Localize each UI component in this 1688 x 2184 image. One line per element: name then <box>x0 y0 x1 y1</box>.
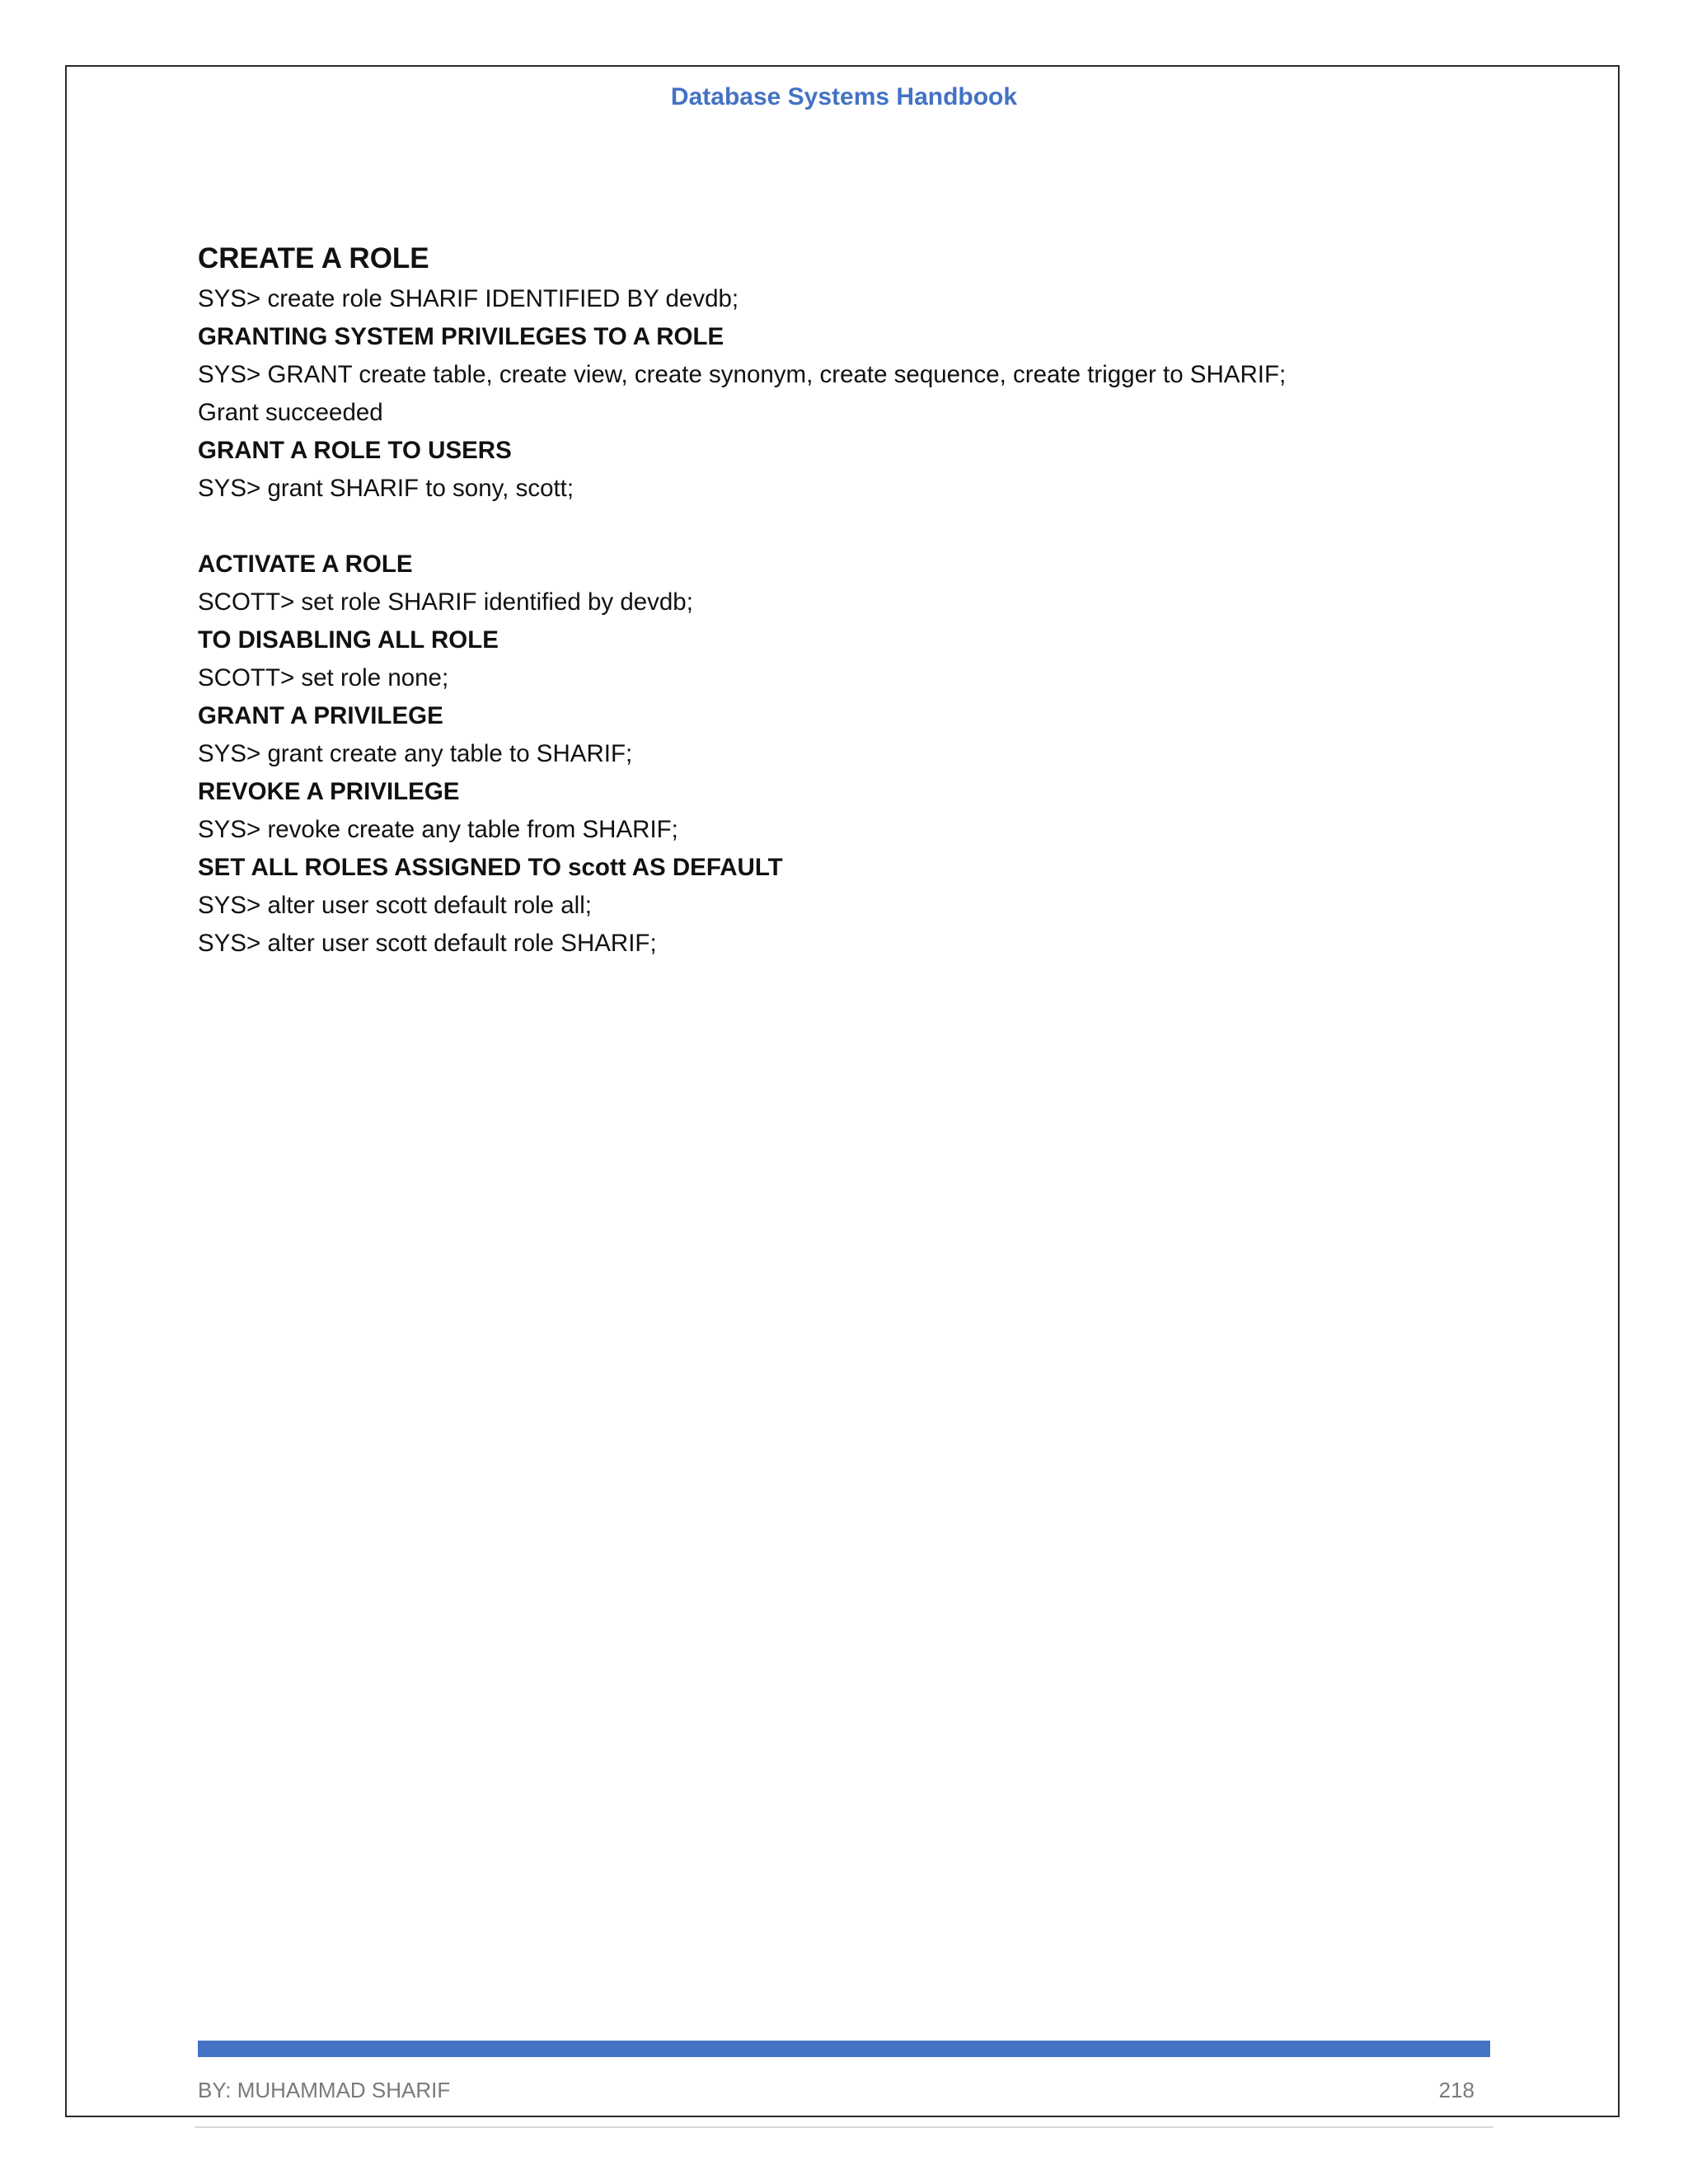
footer-author: BY: MUHAMMAD SHARIF <box>198 2078 451 2102</box>
command-line: SYS> create role SHARIF IDENTIFIED BY devdb; <box>198 285 739 312</box>
section-title: CREATE A ROLE <box>198 242 429 274</box>
footer-accent-bar <box>198 2041 1490 2057</box>
command-line: SYS> grant create any table to SHARIF; <box>198 740 633 767</box>
subheading: GRANT A ROLE TO USERS <box>198 437 512 464</box>
bottom-divider <box>195 2126 1493 2128</box>
page-number: 218 <box>1438 2078 1475 2102</box>
blank-line <box>198 508 1517 546</box>
subheading: SET ALL ROLES ASSIGNED TO scott AS DEFAULT <box>198 854 783 881</box>
page-header-title: Database Systems Handbook <box>670 83 1018 110</box>
command-line: SYS> grant SHARIF to sony, scott; <box>198 475 574 502</box>
command-line: SYS> GRANT create table, create view, create synonym, create sequence, create trigger to SHARIF; <box>198 361 1287 388</box>
command-line: SYS> alter user scott default role SHARIF; <box>198 930 657 957</box>
subheading: ACTIVATE A ROLE <box>198 551 413 578</box>
subheading: GRANTING SYSTEM PRIVILEGES TO A ROLE <box>198 323 724 350</box>
command-line: SCOTT> set role none; <box>198 664 449 691</box>
command-line: SYS> revoke create any table from SHARIF; <box>198 816 678 843</box>
output-line: Grant succeeded <box>198 399 383 426</box>
document-body <box>198 237 1517 963</box>
command-line: SCOTT> set role SHARIF identified by devdb; <box>198 588 693 616</box>
subheading: GRANT A PRIVILEGE <box>198 702 443 729</box>
command-line: SYS> alter user scott default role all; <box>198 892 592 919</box>
subheading: REVOKE A PRIVILEGE <box>198 778 460 805</box>
subheading: TO DISABLING ALL ROLE <box>198 626 499 654</box>
